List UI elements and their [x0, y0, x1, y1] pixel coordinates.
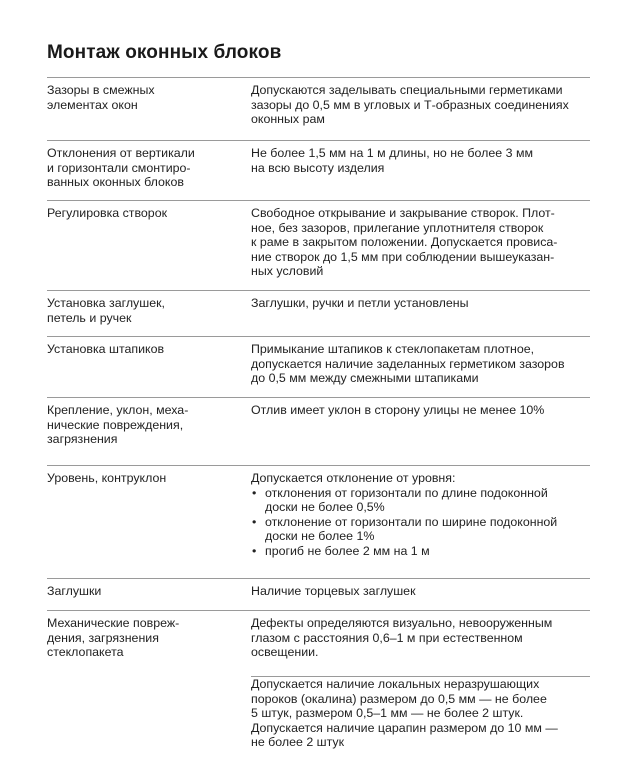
requirement-cell — [251, 676, 590, 757]
bullet-dot-icon: • — [252, 485, 257, 500]
requirement-line: Отлив имеет уклон в сторону улицы не менее 10% — [251, 403, 545, 417]
table-row — [47, 290, 590, 336]
param-cell — [47, 471, 251, 578]
requirement-line: Наличие торцевых заглушек — [251, 584, 416, 598]
param-line: Установка штапиков — [47, 342, 165, 356]
param-line: Заглушки — [47, 584, 102, 598]
param-line: и горизонтали смонтиро- — [47, 160, 191, 175]
requirement-line: Дефекты определяются визуально, невооруженным — [251, 616, 553, 630]
table-row — [47, 578, 590, 610]
table-row — [47, 77, 590, 140]
table-row — [47, 672, 590, 757]
requirement-line: Примыкание штапиков к стеклопакетам плотное, — [251, 342, 535, 356]
param-line: петель и ручек — [47, 310, 132, 325]
param-cell — [47, 342, 251, 397]
param-line: Уровень, контруклон — [47, 471, 167, 485]
param-line: стеклопакета — [47, 645, 124, 660]
param-line: дения, загрязнения — [47, 630, 159, 645]
requirement-cell — [251, 403, 590, 465]
requirements-table — [47, 77, 590, 757]
requirement-cell — [251, 296, 590, 336]
param-line: ванных оконных блоков — [47, 175, 184, 190]
table-row — [47, 200, 590, 290]
requirement-line: Допускаются заделывать специальными герметиками — [251, 83, 563, 97]
param-line: Отклонения от вертикали — [47, 146, 195, 160]
requirement-intro: Допускается отклонение от уровня: — [251, 471, 456, 485]
requirement-line: 5 штук, размером 0,5–1 мм — не более 2 штук. — [251, 706, 524, 721]
requirement-line: Не более 1,5 мм на 1 м длины, но не более 3 мм — [251, 146, 533, 160]
bullet-dot-icon: • — [252, 543, 257, 558]
requirement-line: освещении. — [251, 645, 319, 660]
requirement-line: ное, без зазоров, прилегание уплотнителя створок — [251, 220, 544, 235]
param-line: Крепление, уклон, меха- — [47, 403, 189, 417]
requirement-line: пороков (окалина) размером до 0,5 мм — не более — [251, 691, 547, 706]
param-cell — [47, 677, 251, 757]
requirement-cell — [251, 342, 590, 397]
requirement-line: Допускается наличие локальных неразрушающих — [251, 677, 540, 691]
requirement-cell — [251, 471, 590, 578]
param-cell — [47, 83, 251, 140]
requirement-line: ных условий — [251, 264, 324, 279]
requirement-line: допускается наличие заделанных герметиком зазоров — [251, 356, 565, 371]
table-row — [47, 336, 590, 397]
requirement-line: на всю высоту изделия — [251, 160, 385, 175]
requirement-line: зазоры до 0,5 мм в угловых и Т-образных соединениях — [251, 97, 569, 112]
requirement-line: оконных рам — [251, 112, 325, 127]
bullet-item: • отклонения от горизонтали по длине подоконной — [252, 485, 548, 500]
table-row — [47, 465, 590, 578]
page-title: Монтаж оконных блоков — [47, 42, 282, 63]
param-line: Механические повреж- — [47, 616, 180, 630]
requirement-line: Допускается наличие царапин размером до 10 мм — — [251, 720, 558, 735]
requirement-line: ние створок до 1,5 мм при соблюдении вышеуказан- — [251, 249, 555, 264]
param-cell — [47, 403, 251, 465]
requirement-line: Свободное открывание и закрывание створок. Плот- — [251, 206, 555, 220]
bullet-item: • прогиб не более 2 мм на 1 м — [252, 543, 430, 558]
param-cell — [47, 206, 251, 290]
requirement-line: не более 2 штук — [251, 735, 345, 750]
param-cell — [47, 146, 251, 200]
requirement-cell — [251, 616, 590, 672]
requirement-line: Заглушки, ручки и петли установлены — [251, 296, 469, 310]
param-line: загрязнения — [47, 432, 118, 447]
requirement-cell — [251, 83, 590, 140]
param-cell — [47, 616, 251, 672]
requirement-line: до 0,5 мм между смежными штапиками — [251, 371, 479, 386]
table-row — [47, 610, 590, 672]
param-line: Зазоры в смежных — [47, 83, 155, 97]
requirement-line: к раме в закрытом положении. Допускается провиса- — [251, 235, 558, 250]
bullet-dot-icon: • — [252, 514, 257, 529]
param-cell — [47, 296, 251, 336]
requirement-line: глазом с расстояния 0,6–1 м при естественном — [251, 630, 523, 645]
requirement-cell — [251, 206, 590, 290]
requirement-cell — [251, 146, 590, 200]
param-line: Регулировка створок — [47, 206, 168, 220]
param-line: Установка заглушек, — [47, 296, 165, 310]
param-line: нические повреждения, — [47, 417, 184, 432]
requirement-cell — [251, 584, 590, 610]
bullet-continuation: доски не более 1% — [265, 529, 375, 544]
bullet-item: • отклонение от горизонтали по ширине подоконной — [252, 514, 558, 529]
param-cell — [47, 584, 251, 610]
table-row — [47, 397, 590, 465]
param-line: элементах окон — [47, 97, 138, 112]
table-row — [47, 140, 590, 200]
bullet-continuation: доски не более 0,5% — [265, 500, 385, 515]
